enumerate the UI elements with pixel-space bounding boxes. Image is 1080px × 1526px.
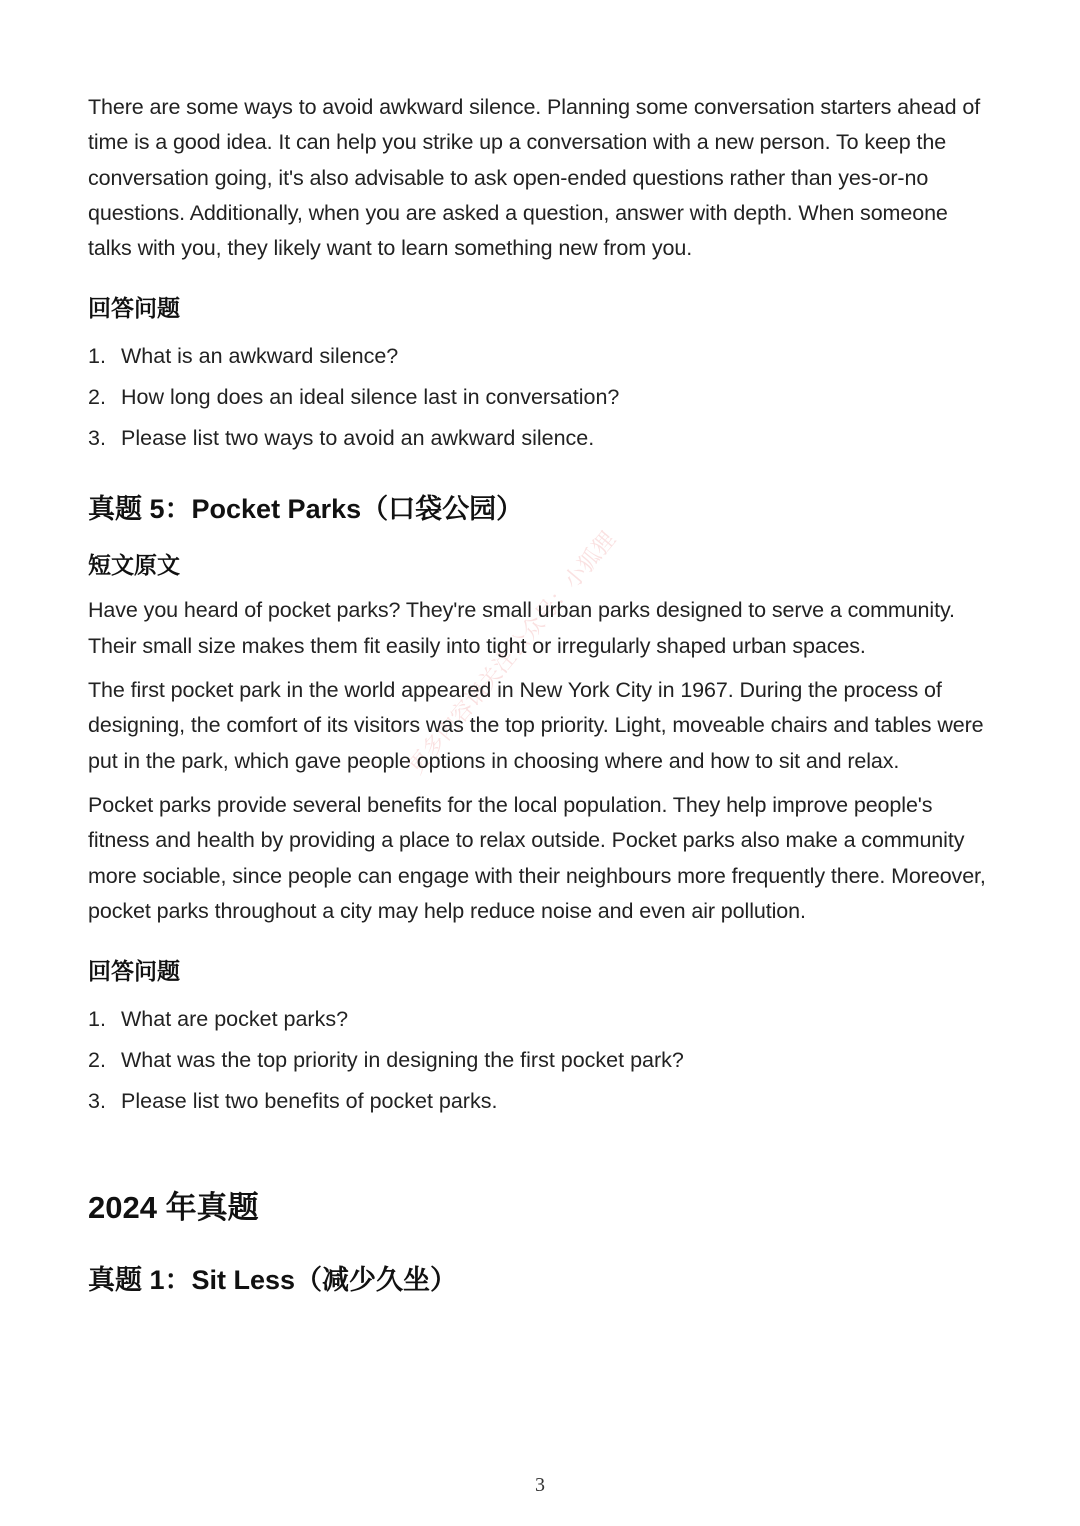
question-number: 2. xyxy=(88,385,106,410)
document-page xyxy=(88,90,988,1320)
answer-questions-label: 回答问题 xyxy=(88,958,180,985)
paragraph: Have you heard of pocket parks? They're small urban parks designed to serve a community. Their small size makes them fit easily into tight or irregularly shaped urban spaces. xyxy=(88,598,955,658)
next-section-title: 真题 1：Sit Less（减少久坐） xyxy=(88,1265,458,1296)
list-item xyxy=(88,377,988,418)
question-text: What was the top priority in designing the first pocket park? xyxy=(121,1048,684,1073)
question-text: What is an awkward silence? xyxy=(121,344,399,369)
question-number: 1. xyxy=(88,344,106,369)
paragraph: The first pocket park in the world appeared in New York City in 1967. During the process of designing, the comfort of its visitors was the top priority. Light, moveable chairs and tables were put in the park, which gave people options in choosing where and how to sit and relax. xyxy=(88,678,984,773)
list-item xyxy=(88,336,988,377)
question-text: Please list two ways to avoid an awkward silence. xyxy=(121,426,595,451)
question-number: 2. xyxy=(88,1048,106,1073)
list-item xyxy=(88,1081,988,1122)
watermark: 更多内容请关注公众号：小狐狸 xyxy=(403,526,621,779)
list-item xyxy=(88,999,988,1040)
paragraph: Pocket parks provide several benefits for the local population. They help improve people's fitness and health by providing a place to relax outside. Pocket parks also make a community more sociable, since people can engage with their neighbours more frequently there. Moreover, pocket parks throughout a city may help reduce noise and even air pollution. xyxy=(88,792,986,923)
list-item xyxy=(88,418,988,459)
question-list xyxy=(88,999,988,1122)
question-text: How long does an ideal silence last in conversation? xyxy=(121,385,620,410)
question-number: 3. xyxy=(88,1089,106,1114)
intro-paragraph: There are some ways to avoid awkward silence. Planning some conversation starters ahead of time is a good idea. It can help you strike up a conversation with a new person. To keep the conversation going, it's also advisable to ask open-ended questions rather than yes-or-no questions. Additionally, when you are asked a question, answer with depth. When someone talks with you, they likely want to learn something new from you. xyxy=(88,95,981,261)
question-list xyxy=(88,336,988,459)
original-text-label: 短文原文 xyxy=(88,552,180,579)
question-text: Please list two benefits of pocket parks. xyxy=(121,1089,498,1114)
question-text: What are pocket parks? xyxy=(121,1007,349,1032)
question-number: 3. xyxy=(88,426,106,451)
year-heading: 2024 年真题 xyxy=(88,1190,259,1226)
section-title: 真题 5：Pocket Parks（口袋公园） xyxy=(88,494,524,525)
answer-questions-label: 回答问题 xyxy=(88,295,180,322)
list-item xyxy=(88,1040,988,1081)
page-number: 3 xyxy=(535,1474,545,1496)
question-number: 1. xyxy=(88,1007,106,1032)
